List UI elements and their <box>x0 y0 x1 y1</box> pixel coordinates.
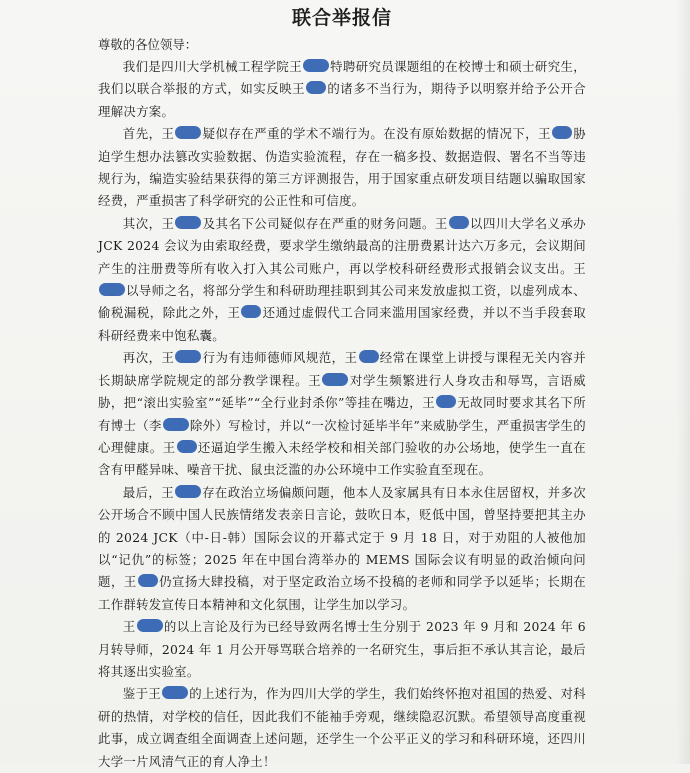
redaction-mark <box>99 283 125 296</box>
redaction-mark <box>138 574 158 587</box>
redaction-mark <box>175 350 201 363</box>
paragraph-text: 以导师之名，将部分学生和科研助理挂职到其公司来发放虚拟工资，以虚列成本、偷税漏税，除此之外，王 <box>98 283 586 321</box>
redaction-mark <box>322 373 348 386</box>
paragraph-text: 鉴于王 <box>122 686 162 702</box>
redaction-mark <box>306 81 326 94</box>
paragraph-text: 再次，王 <box>122 350 175 366</box>
redaction-mark <box>162 686 188 699</box>
redaction-mark <box>359 350 379 363</box>
page-edge-shadow <box>676 0 690 764</box>
paragraph-text: 的以上言论及行为已经导致两名博士生分别于 2023 年 9 月和 2024 年 6 月转导师，2024 年 1 月公开辱骂联合培养的一名研究生，事后拒不承认其言论，最后将其逐出实验室。 <box>98 619 586 679</box>
paragraph <box>98 616 586 683</box>
paragraph <box>98 123 586 213</box>
redaction-mark <box>137 619 163 632</box>
redaction-mark <box>241 305 261 318</box>
redaction-mark <box>175 485 201 498</box>
paragraph-text: 王 <box>122 619 136 635</box>
redaction-mark <box>552 126 572 139</box>
letter-title: 联合举报信 <box>291 7 392 29</box>
paragraph-text: 经常在课堂上讲授与课程无关内容并长期缺席学院规定的部分教学课程。王 <box>98 350 586 388</box>
redaction-mark <box>436 395 456 408</box>
paragraph-text: 存在政治立场偏颇问题，他本人及家属具有日本永住居留权，并多次公开场合不顾中国人民族情绪发表亲日言论，鼓吹日本，贬低中国，曾坚持要把其主办的 2024 JCK（中-日-韩）国际会议的开幕式定于 9 月 18 日，对于劝阻的人被他加以“记仇”的标签；2025 年在中国台湾举办的 MEMS 国际会议有明显的政治倾向问题，王 <box>98 484 586 590</box>
paragraph-text: 其次，王 <box>122 215 175 231</box>
paragraph-text: 仍宣扬大肆投稿，对于坚定政治立场不投稿的老师和同学予以延毕；长期在工作群转发宣传日本精神和文化氛围，让学生加以学习。 <box>98 574 586 612</box>
paragraph-text: 特聘研究员课题组的在校博士和硕士研究生，我们以联合举报的方式，如实反映王 <box>98 59 586 97</box>
paragraph-text: 我们是四川大学机械工程学院王 <box>122 59 302 74</box>
paragraph-text: 行为有违师德师风规范，王 <box>202 350 358 366</box>
paragraph-text: 胁迫学生想办法篡改实验数据、伪造实验流程，存在一稿多投、数据造假、署名不当等违规行为，编造实验结果获得的第三方评测报告，用于国家重点研发项目结题以骗取国家经费，严重损害了科学研究的公正性和可信度。 <box>98 126 586 209</box>
redaction-mark <box>303 59 329 72</box>
redaction-mark <box>449 216 469 229</box>
paragraph-text: 疑似存在严重的学术不端行为。在没有原始数据的情况下，王 <box>202 126 552 142</box>
paragraph-text: 的诸多不当行为，期待予以明察并给予公开合理解决方案。 <box>98 81 586 119</box>
paragraph <box>98 347 586 481</box>
paragraph-text: 以四川大学名义承办 JCK 2024 会议为由索取经费，要求学生缴纳最高的注册费累计达六万多元，会议期间产生的注册费等所有收入打入其公司账户，再以学校科研经费形式报销会议支出。王 <box>98 215 586 276</box>
redaction-mark <box>177 440 197 453</box>
paragraph <box>98 213 586 347</box>
paragraph-text: 最后，王 <box>122 484 174 500</box>
redaction-mark <box>163 418 189 431</box>
paragraph-text: 的上述行为，作为四川大学的学生，我们始终怀抱对祖国的热爱、对科研的热情，对学校的信任，因此我们不能袖手旁观，继续隐忍沉默。希望领导高度重视此事，成立调查组全面调查上述问题，还学生一个公平正义的学习和科研环境，还四川大学一片风清气正的育人净土！ <box>98 686 586 769</box>
redaction-mark <box>175 216 201 229</box>
paragraph-text: 除外）写检讨，并以“一次检讨延毕半年”来威胁学生，严重损害学生的心理健康。王 <box>98 417 587 455</box>
letter-body <box>98 56 586 773</box>
paragraph-text: 对学生频繁进行人身攻击和辱骂，言语威胁，把“滚出实验室”“延毕”“全行业封杀你”等挂在嘴边，王 <box>98 372 586 411</box>
paragraph <box>98 56 586 123</box>
paragraph-text: 还逼迫学生搬入未经学校和相关部门验收的办公场地，使学生一直在含有甲醛异味、噪音干扰、鼠虫泛滥的办公环境中工作实验直至现在。 <box>98 439 586 478</box>
paragraph <box>98 482 586 616</box>
paragraph <box>98 683 586 773</box>
salutation: 尊敬的各位领导： <box>98 37 198 52</box>
paragraph-text: 首先，王 <box>122 126 175 142</box>
paragraph-text: 还通过虚假代工合同来滥用国家经费，并以不当手段套取科研经费来中饱私囊。 <box>98 305 586 343</box>
paragraph-text: 及其名下公司疑似存在严重的财务问题。王 <box>202 215 448 231</box>
paragraph-text: 无故同时要求其名下所有博士（李 <box>98 395 586 433</box>
redaction-mark <box>175 126 201 139</box>
